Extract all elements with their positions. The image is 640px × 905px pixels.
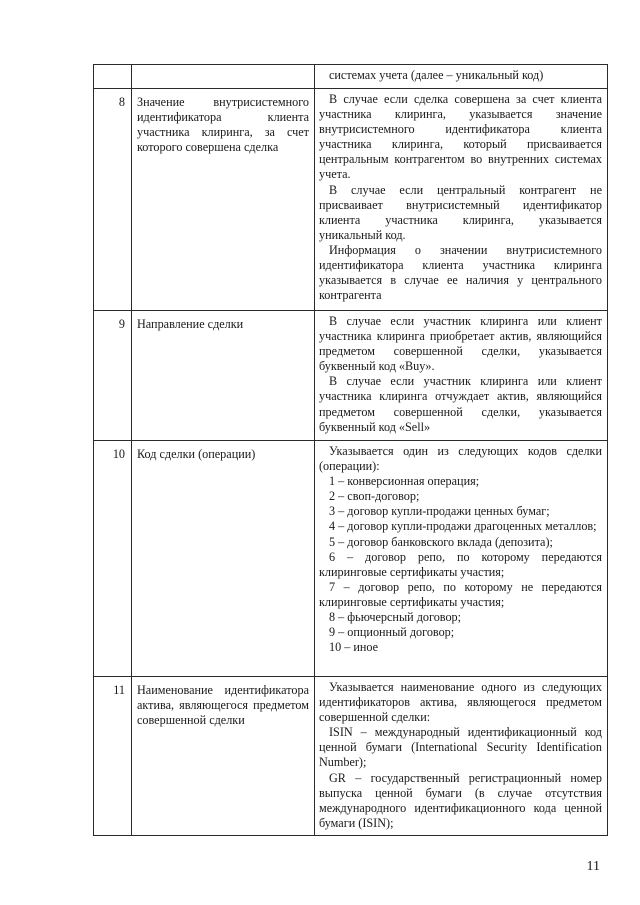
code-list-item: 8 – фьючерсный договор; xyxy=(329,610,462,625)
description-paragraph: Информация о значении внутрисистемного идентификатора клиента участника клиринга указывается в случае ее наличия у центрального контрагента xyxy=(319,242,602,303)
code-list-item: 1 – конверсионная операция; xyxy=(329,474,480,489)
code-list-item: 6 – договор репо, по которому передаются клиринговые сертификаты участия; xyxy=(319,549,602,579)
field-name xyxy=(132,65,315,89)
row-number: 8 xyxy=(94,89,132,311)
code-list-item: 2 – своп-договор; xyxy=(329,489,420,504)
field-name: Код сделки (операции) xyxy=(132,441,315,677)
field-description xyxy=(315,65,608,89)
description-paragraph: В случае если участник клиринга или клиент участника клиринга приобретает актив, являющийся предметом совершенной сделки, указывается буквенный код «Buy». xyxy=(319,314,602,374)
code-list-item: 3 – договор купли-продажи ценных бумаг; xyxy=(329,504,550,519)
description-paragraph: Указывается один из следующих кодов сделки (операции): xyxy=(319,444,602,474)
description-paragraph: GR – государственный регистрационный номер выпуска ценной бумаги (в случае отсутствия международного идентификационного кода ценной бумаги (ISIN); xyxy=(319,770,602,830)
page-number: 11 xyxy=(586,859,600,874)
field-name: Направление сделки xyxy=(132,311,315,441)
field-description xyxy=(315,441,608,677)
code-list-item: 7 – договор репо, по которому не передаются клиринговые сертификаты участия; xyxy=(319,579,602,609)
description-paragraph: В случае если участник клиринга или клиент участника клиринга отчуждает актив, являющийся предметом совершенной сделки, указывается буквенный код «Sell» xyxy=(319,374,602,434)
table-row xyxy=(94,65,608,89)
description-paragraph: системах учета (далее – уникальный код) xyxy=(329,68,544,82)
table-row xyxy=(94,89,608,311)
table-row xyxy=(94,677,608,836)
row-number: 9 xyxy=(94,311,132,441)
description-paragraph: В случае если сделка совершена за счет клиента участника клиринга, указывается значение внутрисистемного идентификатора клиента участника клиринга, который присваивается центральным контрагентом во внутренних системах учета. xyxy=(319,92,602,182)
table-row xyxy=(94,441,608,677)
row-number: 10 xyxy=(94,441,132,677)
description-paragraph: ISIN – международный идентификационный код ценной бумаги (International Security Identification Number); xyxy=(319,725,602,770)
field-name: Значение внутрисистемного идентификатора клиента участника клиринга, за счет которого совершена сделка xyxy=(132,89,315,311)
field-description xyxy=(315,677,608,836)
row-number: 11 xyxy=(94,677,132,836)
code-list-item: 4 – договор купли-продажи драгоценных металлов; xyxy=(329,519,597,534)
row-number xyxy=(94,65,132,89)
field-description xyxy=(315,311,608,441)
table-row xyxy=(94,311,608,441)
code-list-item: 5 – договор банковского вклада (депозита); xyxy=(329,534,553,549)
field-name: Наименование идентификатора актива, являющегося предметом совершенной сделки xyxy=(132,677,315,836)
code-list-item: 10 – иное xyxy=(329,640,379,655)
clearing-fields-table xyxy=(93,64,608,836)
field-description xyxy=(315,89,608,311)
code-list-item: 9 – опционный договор; xyxy=(329,625,455,640)
description-paragraph: Указывается наименование одного из следующих идентификаторов актива, являющегося предметом совершенной сделки: xyxy=(319,680,602,725)
description-paragraph: В случае если центральный контрагент не присваивает внутрисистемный идентификатор клиента участника клиринга, указывается уникальный код. xyxy=(319,182,602,242)
